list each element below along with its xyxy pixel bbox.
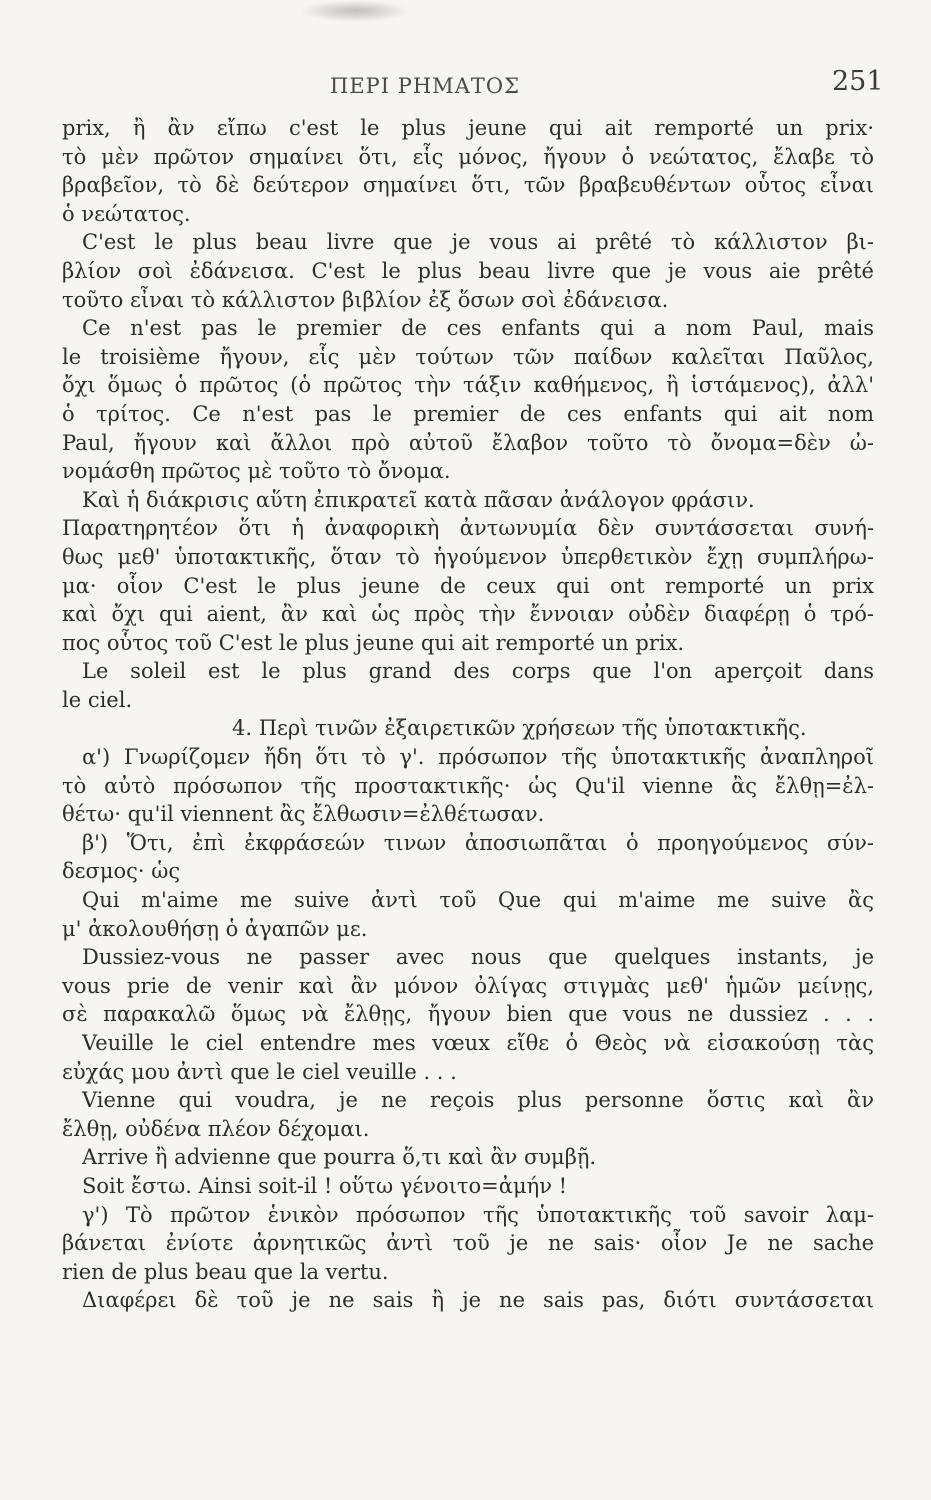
text-line: μ' ἀκολουθήσῃ ὁ ἀγαπῶν με. [62, 916, 368, 941]
text-line: γ') Τὸ πρῶτον ἑνικὸν πρόσωπον τῆς ὑποτακτικῆς τοῦ savoir λαμ- [82, 1202, 874, 1227]
text-line: πος οὗτος τοῦ C'est le plus jeune qui ait remporté un prix. [62, 630, 685, 655]
text-line: τὸ αὐτὸ πρόσωπον τῆς προστακτικῆς· ὡς Qu'il vienne ἂς ἔλθῃ=ἐλ- [62, 773, 874, 798]
text-line: Soit ἔστω. Ainsi soit-il ! οὕτω γένοιτο=ἀμήν ! [82, 1173, 568, 1198]
body-text [62, 114, 874, 1315]
text-line: Παρατηρητέον ὅτι ἡ ἀναφορικὴ ἀντωνυμία δὲν συντάσσεται συνή- [62, 516, 874, 541]
section-heading: 4. Περὶ τινῶν ἐξαιρετικῶν χρήσεων τῆς ὑποτακτικῆς. [232, 716, 807, 741]
text-line: δεσμος· ὡς [62, 859, 181, 884]
text-line: βάνεται ἐνίοτε ἀρνητικῶς ἀντὶ τοῦ je ne sais· οἷον Je ne sache [62, 1231, 874, 1256]
text-line: α') Γνωρίζομεν ἤδη ὅτι τὸ γ'. πρόσωπον τῆς ὑποτακτικῆς ἀναπληροῖ [82, 745, 874, 770]
page-number: 251 [832, 66, 884, 97]
text-line: ὁ τρίτος. Ce n'est pas le premier de ces enfants qui ait nom [62, 401, 874, 426]
text-line: le ciel. [62, 687, 133, 712]
text-line: καὶ ὄχι qui aient, ἂν καὶ ὡς πρὸς τὴν ἔννοιαν οὐδὲν διαφέρῃ ὁ τρό- [62, 602, 874, 627]
text-line: εὐχάς μου ἀντὶ que le ciel veuille . . . [62, 1059, 457, 1084]
text-line: βλίον σοὶ ἐδάνεισα. C'est le plus beau livre que je vous aie prêté [62, 258, 874, 283]
running-title: ΠΕΡΙ ΡΗΜΑΤΟΣ [330, 74, 520, 98]
text-line: τὸ μὲν πρῶτον σημαίνει ὅτι, εἷς μόνος, ἤγουν ὁ νεώτατος, ἔλαβε τὸ [62, 144, 874, 169]
text-line: σὲ παρακαλῶ ὅμως νὰ ἔλθῃς, ἤγουν bien que vous ne dussiez . . . [62, 1002, 874, 1027]
text-line: Vienne qui voudra, je ne reçois plus personne ὅστις καὶ ἂν [82, 1088, 874, 1113]
text-line: θέτω· qu'il viennent ἂς ἔλθωσιν=ἐλθέτωσαν. [62, 802, 545, 827]
text-line: vous prie de venir καὶ ἂν μόνον ὀλίγας στιγμὰς μεθ' ἡμῶν μείνῃς, [62, 973, 874, 998]
text-line: rien de plus beau que la vertu. [62, 1259, 389, 1284]
text-line: ὁ νεώτατος. [62, 201, 191, 226]
text-line: ἔλθῃ, οὐδένα πλέον δέχομαι. [62, 1116, 370, 1141]
text-line: Dussiez-vous ne passer avec nous que quelques instants, je [82, 945, 874, 970]
text-line: Veuille le ciel entendre mes vœux εἴθε ὁ Θεὸς νὰ εἰσακούσῃ τὰς [82, 1031, 874, 1055]
text-line: Ce n'est pas le premier de ces enfants qui a nom Paul, mais [82, 316, 874, 341]
text-line: βραβεῖον, τὸ δὲ δεύτερον σημαίνει ὅτι, τῶν βραβευθέντων οὗτος εἶναι [62, 173, 874, 198]
text-line: Paul, ἤγουν καὶ ἄλλοι πρὸ αὐτοῦ ἔλαβον τοῦτο τὸ ὄνομα=δὲν ὠ- [62, 430, 874, 455]
text-line: Qui m'aime me suive ἀντὶ τοῦ Que qui m'aime me suive ἂς [82, 888, 874, 913]
text-line: le troisième ἤγουν, εἷς μὲν τούτων τῶν παίδων καλεῖται Παῦλος, [62, 344, 874, 369]
text-line: β') Ὅτι, ἐπὶ ἐκφράσεών τινων ἀποσιωπᾶται ὁ προηγούμενος σύν- [82, 830, 874, 855]
text-line: Διαφέρει δὲ τοῦ je ne sais ἢ je ne sais pas, διότι συντάσσεται [82, 1288, 874, 1313]
text-line: Arrive ἢ advienne que pourra ὅ,τι καὶ ἂν συμβῇ. [82, 1145, 597, 1170]
text-line: νομάσθη πρῶτος μὲ τοῦτο τὸ ὄνομα. [62, 459, 451, 484]
page-header [0, 62, 931, 102]
text-line: θως μεθ' ὑποτακτικῆς, ὅταν τὸ ἡγούμενον ὑπερθετικὸν ἔχῃ συμπλήρω- [62, 544, 874, 569]
text-line: Καὶ ἡ διάκρισις αὕτη ἐπικρατεῖ κατὰ πᾶσαν ἀνάλογον φράσιν. [82, 487, 755, 512]
ink-smudge [300, 0, 410, 22]
text-line: Le soleil est le plus grand des corps que l'on aperçoit dans [82, 659, 874, 684]
text-line: τοῦτο εἶναι τὸ κάλλιστον βιβλίον ἐξ ὅσων σοὶ ἐδάνεισα. [62, 287, 669, 312]
text-line: μα· οἷον C'est le plus jeune de ceux qui ont remporté un prix [62, 573, 874, 598]
text-line: prix, ἢ ἂν εἴπω c'est le plus jeune qui ait remporté un prix· [62, 116, 874, 140]
text-line: ὄχι ὅμως ὁ πρῶτος (ὁ πρῶτος τὴν τάξιν καθήμενος, ἢ ἱστάμενος), ἀλλ' [62, 373, 874, 398]
text-line: C'est le plus beau livre que je vous ai prêté τὸ κάλλιστον βι- [82, 230, 874, 255]
